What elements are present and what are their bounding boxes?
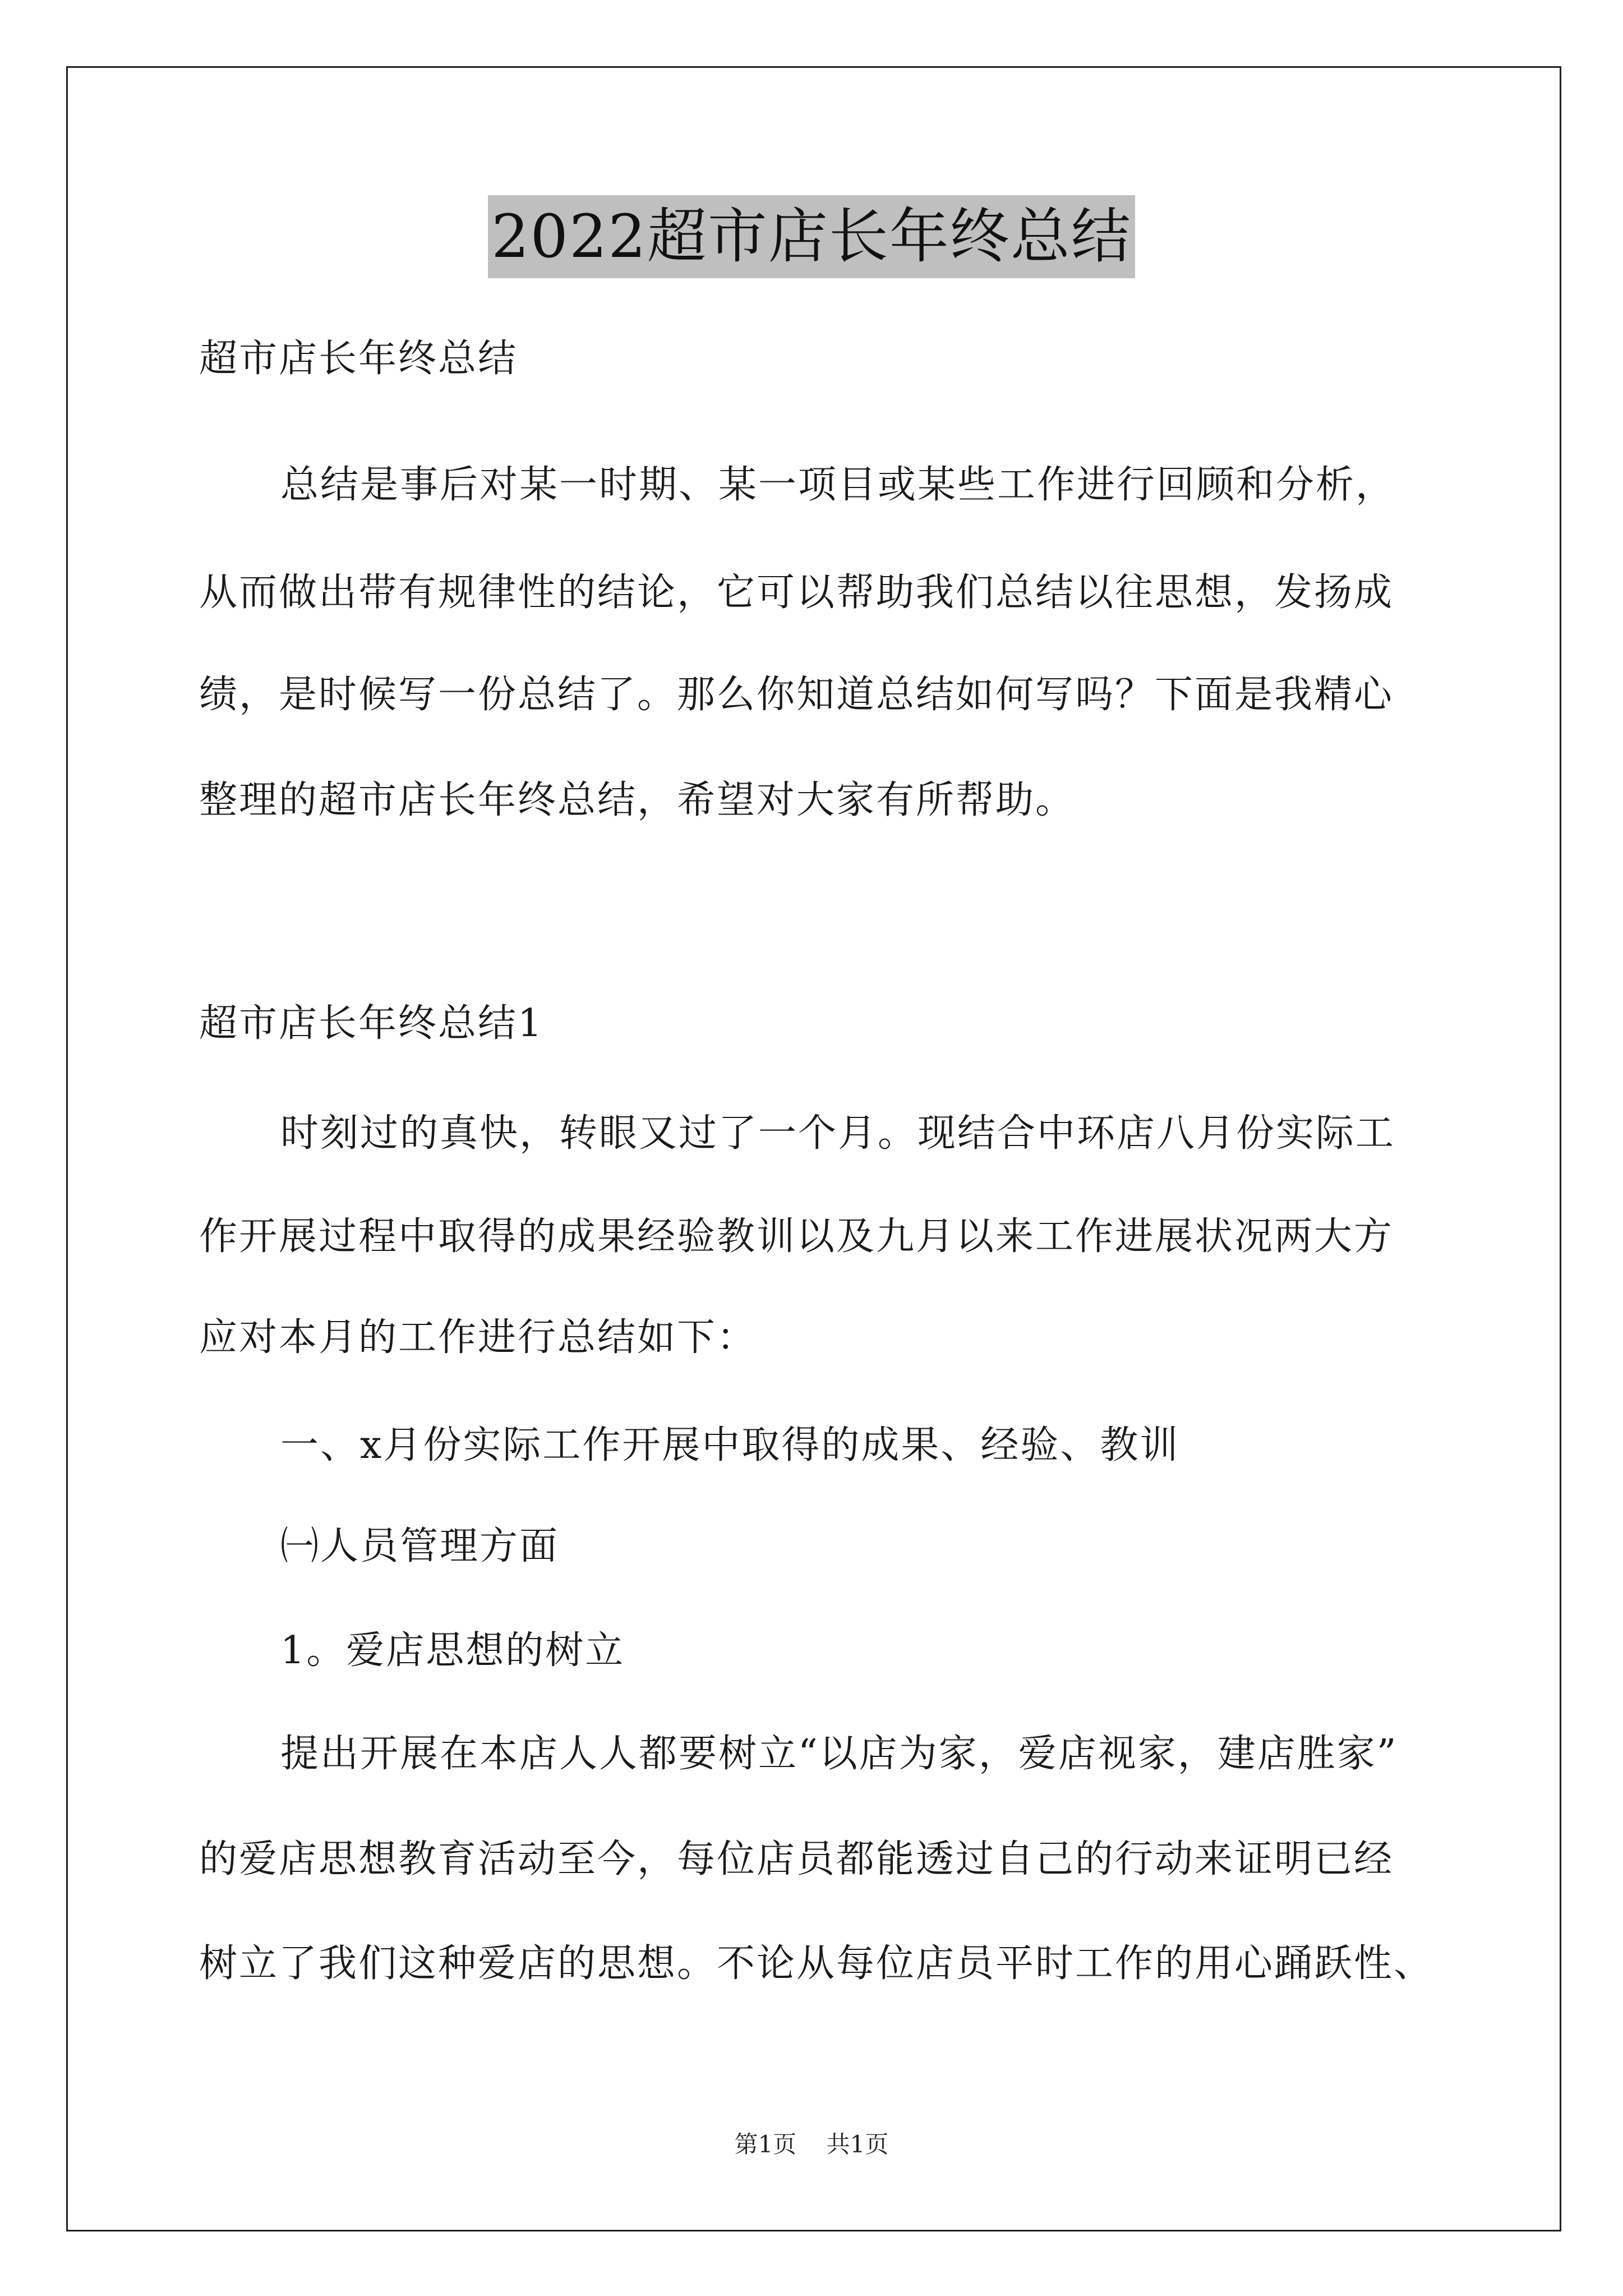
paragraph-line: 整理的超市店长年终总结，希望对大家有所帮助。: [199, 778, 1076, 822]
paragraph-line: 绩，是时候写一份总结了。那么你知道总结如何写吗？下面是我精心: [199, 673, 1394, 717]
section-heading: 超市店长年终总结1: [199, 1001, 544, 1046]
paragraph-line: 树立了我们这种爱店的思想。不论从每位店员平时工作的用心踊跃性、: [199, 1941, 1434, 1986]
paragraph-line: 提出开展在本店人人都要树立“以店为家，爱店视家，建店胜家”: [280, 1732, 1398, 1776]
subsection-heading: 一、x月份实际工作开展中取得的成果、经验、教训: [280, 1423, 1180, 1467]
paragraph-line: 作开展过程中取得的成果经验教训以及九月以来工作进展状况两大方: [199, 1214, 1394, 1259]
page-total: 共1页: [826, 2131, 889, 2158]
document-title: 2022超市店长年终总结: [488, 195, 1135, 278]
paragraph-line: 时刻过的真快，转眼又过了一个月。现结合中环店八月份实际工: [280, 1111, 1396, 1156]
paragraph-line: 的爱店思想教育活动至今，每位店员都能透过自己的行动来证明已经: [199, 1837, 1394, 1881]
paragraph-line: 总结是事后对某一时期、某一项目或某些工作进行回顾和分析，: [280, 463, 1396, 507]
page-footer: [0, 2129, 1623, 2160]
paragraph-line: 从而做出带有规律性的结论，它可以帮助我们总结以往思想，发扬成: [199, 570, 1394, 615]
title-container: [0, 195, 1623, 278]
page-number: 第1页: [734, 2131, 797, 2158]
subsection-heading: 1。爱店思想的树立: [280, 1628, 625, 1673]
paragraph-line: 应对本月的工作进行总结如下：: [199, 1315, 757, 1360]
subsection-heading: ㈠人员管理方面: [280, 1524, 560, 1568]
subtitle: 超市店长年终总结: [199, 337, 518, 381]
